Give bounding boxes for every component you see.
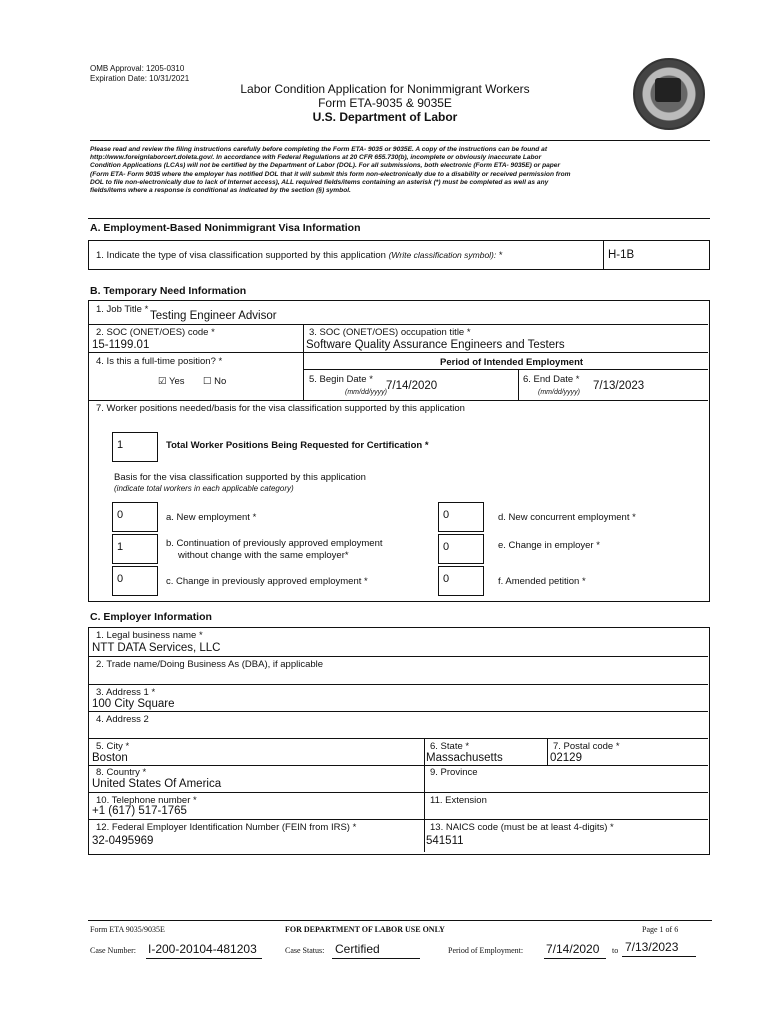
form-title-line3: U.S. Department of Labor [312, 110, 458, 124]
new-employment-label: a. New employment * [166, 512, 257, 523]
period-to-label: to [612, 946, 619, 955]
period-to-value: 7/13/2023 [625, 940, 679, 954]
legal-name-value: NTT DATA Services, LLC [92, 642, 221, 654]
case-status-label: Case Status: [285, 946, 325, 955]
new-concurrent-box[interactable]: 0 [438, 502, 484, 532]
case-number-value: I-200-20104-481203 [148, 942, 257, 956]
visa-type-label: 1. Indicate the type of visa classification supported by this application (Write classification symbol): * [96, 250, 503, 261]
omb-approval: OMB Approval: 1205-0310 [90, 64, 185, 73]
amended-petition-box[interactable]: 0 [438, 566, 484, 596]
section-c-heading: C. Employer Information [90, 611, 212, 623]
address1-label: 3. Address 1 * [96, 687, 156, 698]
begin-date-label: 5. Begin Date * [309, 374, 373, 385]
footer-dol-use: FOR DEPARTMENT OF LABOR USE ONLY [285, 925, 445, 934]
continuation-label: b. Continuation of previously approved employment without change with the same employer* [166, 538, 383, 561]
end-date-label: 6. End Date * [523, 374, 580, 385]
state-value: Massachusetts [426, 752, 503, 764]
naics-value: 541511 [426, 835, 464, 847]
naics-label: 13. NAICS code (must be at least 4-digits) * [430, 822, 614, 833]
period-from-value: 7/14/2020 [546, 942, 600, 956]
soc-title-value: Software Quality Assurance Engineers and Testers [306, 339, 565, 351]
header-divider [90, 140, 710, 141]
fulltime-yes-option[interactable]: ☑ Yes [158, 376, 185, 387]
checkbox-checked-icon[interactable]: ☑ [158, 376, 167, 387]
fulltime-label: 4. Is this a full-time position? * [96, 356, 223, 367]
fulltime-no-option[interactable]: ☐ No [203, 376, 227, 387]
form-title-line1: Labor Condition Application for Nonimmigrant Workers [240, 82, 530, 96]
job-title-value: Testing Engineer Advisor [150, 310, 277, 322]
phone-label: 10. Telephone number * [96, 795, 197, 806]
begin-date-hint: (mm/dd/yyyy) [345, 389, 387, 396]
soc-title-label: 3. SOC (ONET/OES) occupation title * [309, 327, 471, 338]
q7-label: 7. Worker positions needed/basis for the visa classification supported by this application [96, 403, 465, 414]
city-value: Boston [92, 752, 128, 764]
change-previous-box[interactable]: 0 [112, 566, 158, 596]
total-positions-box[interactable]: 1 [112, 432, 158, 462]
section-b-heading: B. Temporary Need Information [90, 285, 247, 297]
new-employment-box[interactable]: 0 [112, 502, 158, 532]
amended-petition-label: f. Amended petition * [498, 576, 586, 587]
omb-expiration: Expiration Date: 10/31/2021 [90, 74, 190, 83]
country-value: United States Of America [92, 778, 222, 790]
dol-seal-logo [633, 58, 705, 130]
end-date-hint: (mm/dd/yyyy) [538, 389, 580, 396]
postal-value: 02129 [550, 752, 582, 764]
case-number-label: Case Number: [90, 946, 136, 955]
begin-date-value: 7/14/2020 [386, 380, 438, 392]
change-employer-box[interactable]: 0 [438, 534, 484, 564]
footer-form-id: Form ETA 9035/9035E [90, 925, 165, 934]
extension-label: 11. Extension [430, 795, 487, 806]
fein-value: 32-0495969 [92, 835, 154, 847]
case-status-value: Certified [335, 942, 380, 956]
footer-page-number: Page 1 of 6 [642, 925, 679, 934]
legal-name-label: 1. Legal business name * [96, 630, 203, 641]
change-previous-label: c. Change in previously approved employment * [166, 576, 368, 587]
change-employer-label: e. Change in employer * [498, 540, 600, 551]
visa-type-value: H-1B [608, 249, 635, 261]
job-title-label: 1. Job Title * [96, 304, 149, 315]
basis-hint: (indicate total workers in each applicable category) [114, 484, 294, 493]
period-of-employment-label: Period of Employment: [448, 946, 524, 955]
end-date-value: 7/13/2023 [593, 380, 645, 392]
new-concurrent-label: d. New concurrent employment * [498, 512, 636, 523]
address2-label: 4. Address 2 [96, 714, 149, 725]
soc-code-label: 2. SOC (ONET/OES) code * [96, 327, 215, 338]
province-label: 9. Province [430, 767, 478, 778]
dba-label: 2. Trade name/Doing Business As (DBA), if applicable [96, 659, 324, 670]
continuation-box[interactable]: 1 [112, 534, 158, 564]
checkbox-empty-icon[interactable]: ☐ [203, 376, 212, 387]
fein-label: 12. Federal Employer Identification Number (FEIN from IRS) * [96, 822, 357, 833]
state-label: 6. State * [430, 741, 470, 752]
footer-divider [88, 920, 712, 921]
country-label: 8. Country * [96, 767, 147, 778]
section-a-heading: A. Employment-Based Nonimmigrant Visa Information [90, 222, 361, 234]
total-positions-label: Total Worker Positions Being Requested for Certification * [166, 440, 429, 451]
soc-code-value: 15-1199.01 [92, 339, 150, 351]
period-heading: Period of Intended Employment [440, 357, 584, 368]
form-title-line2: Form ETA-9035 & 9035E [318, 96, 452, 110]
form-title [200, 82, 570, 124]
postal-label: 7. Postal code * [553, 741, 620, 752]
phone-value: +1 (617) 517-1765 [92, 805, 187, 817]
city-label: 5. City * [96, 741, 130, 752]
address1-value: 100 City Square [92, 698, 175, 710]
instructions-text: Please read and review the filing instructions carefully before completing the Form ETA- 9035 or 9035E. A copy of the instructions can be found at http://www.foreignlaborcert.doleta.gov/. In accordance with Federal Regulations at 20 CFR 655.730(b), incomplete or obviously inaccurate Labor Condition Applications (LCAs) will not be certified by the Department of Labor (DOL). For all submissions, both electronic (Form ETA- 9035E) or paper (Form ETA- Form 9035 where the employer has notified DOL that it will submit this form non-electronically due to a disability or received permission from DOL to file non-electronically due to lack of Internet access), ALL required fields/items containing an asterisk (*) must be completed as well as any fields/items where a response is conditional as indicated by the section (§) symbol. [90, 146, 571, 195]
basis-label: Basis for the visa classification supported by this application [114, 472, 366, 483]
